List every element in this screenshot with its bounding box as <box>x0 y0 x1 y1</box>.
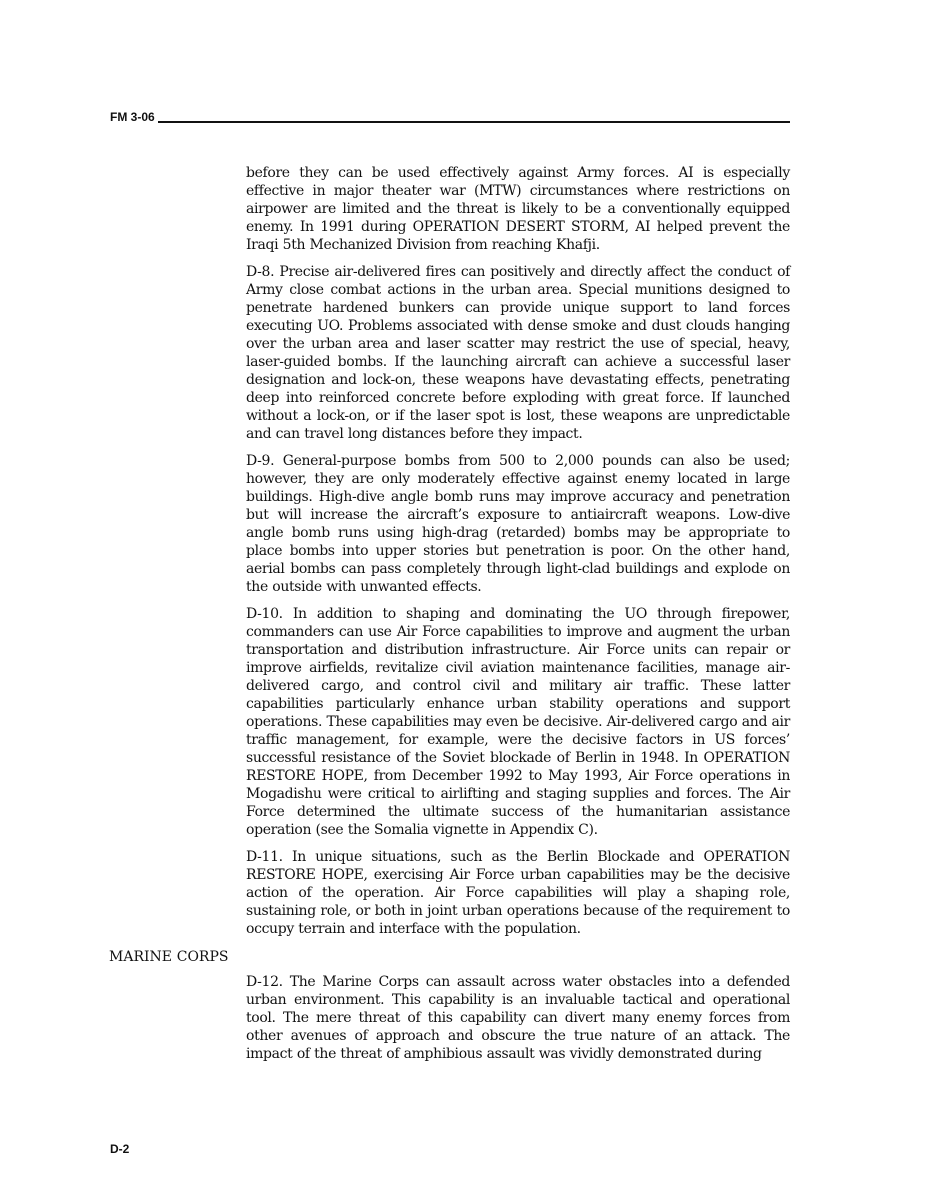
paragraph-d-10: D-10. In addition to shaping and dominating the UO through firepower, commanders can use Air Force capabilities to improve and augment the urban transportation and distribution infrastructure. Air Force units can repair or improve airfields, revitalize civil aviation maintenance facilities, manage air-delivered cargo, and control civil and military air traffic. These latter capabilities particularly enhance urban stability operations and support operations. These capabilities may even be decisive. Air-delivered cargo and air traffic management, for example, were the decisive factors in US forces’ successful resistance of the Soviet blockade of Berlin in 1948. In OPERATION RESTORE HOPE, from December 1992 to May 1993, Air Force operations in Mogadishu were critical to airlifting and staging supplies and forces. The Air Force determined the ultimate success of the humanitarian assistance operation (see the Somalia vignette in Appendix C). <box>246 606 790 838</box>
main-content <box>109 164 790 1072</box>
document-id: FM 3-06 <box>110 110 155 124</box>
page-number: D-2 <box>110 1142 130 1156</box>
section-heading: MARINE CORPS <box>109 949 229 965</box>
page-header <box>110 110 790 126</box>
paragraph-d-9: D-9. General-purpose bombs from 500 to 2,000 pounds can also be used; however, they are only moderately effective against enemy located in large buildings. High-dive angle bomb runs may improve accuracy and penetration but will increase the aircraft’s exposure to antiaircraft weapons. Low-dive angle bomb runs using high-drag (retarded) bombs may be appropriate to place bombs into upper stories but penetration is poor. On the other hand, aerial bombs can pass completely through light-clad buildings and explode on the outside with unwanted effects. <box>246 453 790 595</box>
paragraph-d-11: D-11. In unique situations, such as the Berlin Blockade and OPERATION RESTORE HOPE, exercising Air Force urban capabilities may be the decisive action of the operation. Air Force capabilities will play a shaping role, sustaining role, or both in joint urban operations because of the requirement to occupy terrain and interface with the population. <box>246 849 790 937</box>
paragraph-d-8: D-8. Precise air-delivered fires can positively and directly affect the conduct of Army close combat actions in the urban area. Special munitions designed to penetrate hardened bunkers can provide unique support to land forces executing UO. Problems associated with dense smoke and dust clouds hanging over the urban area and laser scatter may restrict the use of special, heavy, laser-guided bombs. If the launching aircraft can achieve a successful laser designation and lock-on, these weapons have devastating effects, penetrating deep into reinforced concrete before exploding with great force. If launched without a lock-on, or if the laser spot is lost, these weapons are unpredictable and can travel long distances before they impact. <box>246 264 790 442</box>
paragraph-d-12: D-12. The Marine Corps can assault across water obstacles into a defended urban environment. This capability is an invaluable tactical and operational tool. The mere threat of this capability can divert many enemy forces from other avenues of approach and obscure the true nature of an attack. The impact of the threat of amphibious assault was vividly demonstrated during <box>246 974 790 1062</box>
paragraph-continuation: before they can be used effectively against Army forces. AI is especially effective in major theater war (MTW) circumstances where restrictions on airpower are limited and the threat is likely to be a conventionally equipped enemy. In 1991 during OPERATION DESERT STORM, AI helped prevent the Iraqi 5th Mechanized Division from reaching Khafji. <box>246 165 790 253</box>
header-rule <box>158 121 790 123</box>
